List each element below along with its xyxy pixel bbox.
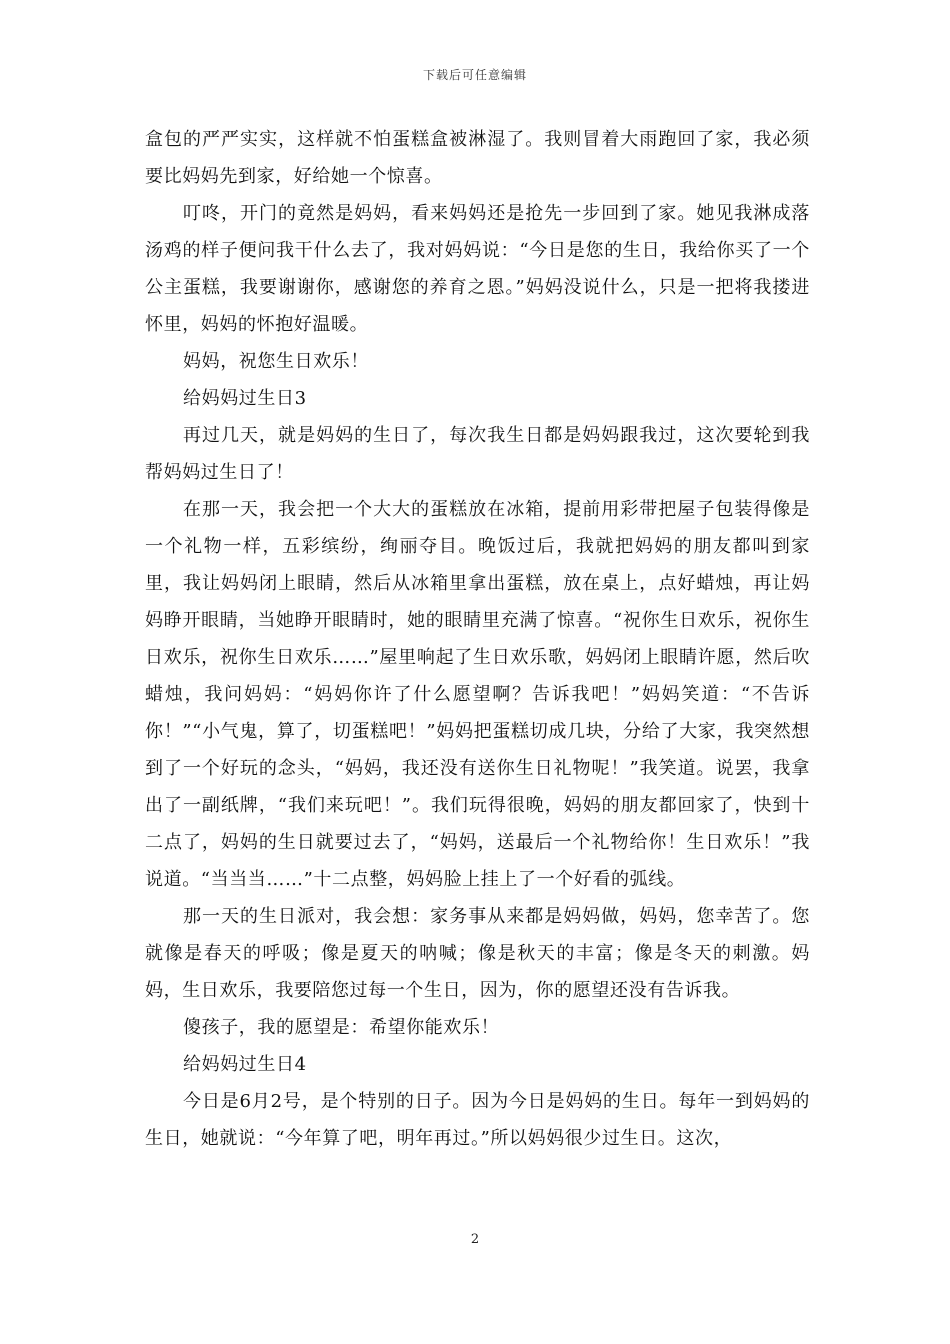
page-header: 下载后可任意编辑	[422, 68, 527, 82]
document-body	[145, 121, 810, 1157]
paragraph-mother-reply: 傻孩子，我的愿望是：希望你能欢乐！	[183, 1017, 500, 1038]
paragraph-intro-4: 今日是6月2号，是个特别的日子。因为今日是妈妈的生日。每年一到妈妈的生日，她就说：“今年算了吧，明年再过。”所以妈妈很少过生日。这次，	[145, 1091, 810, 1149]
paragraph-intro-3: 再过几天，就是妈妈的生日了，每次我生日都是妈妈跟我过，这次要轮到我帮妈妈过生日了！	[145, 425, 810, 483]
section-title-3: 给妈妈过生日3	[183, 388, 307, 409]
paragraph-continuation: 盒包的严严实实，这样就不怕蛋糕盒被淋湿了。我则冒着大雨跑回了家，我必须要比妈妈先到家，好给她一个惊喜。	[145, 129, 810, 187]
section-title-4: 给妈妈过生日4	[183, 1054, 307, 1075]
paragraph-birthday-wish: 妈妈，祝您生日欢乐！	[183, 351, 369, 372]
paragraph-doorbell: 叮咚，开门的竟然是妈妈，看来妈妈还是抢先一步回到了家。她见我淋成落汤鸡的样子便问我干什么去了，我对妈妈说：“今日是您的生日，我给你买了一个公主蛋糕，我要谢谢你，感谢您的养育之恩。”妈妈没说什么，只是一把将我搂进怀里，妈妈的怀抱好温暖。	[145, 203, 810, 335]
paragraph-party: 在那一天，我会把一个大大的蛋糕放在冰箱，提前用彩带把屋子包装得像是一个礼物一样，五彩缤纷，绚丽夺目。晚饭过后，我就把妈妈的朋友都叫到家里，我让妈妈闭上眼睛，然后从冰箱里拿出蛋糕，放在桌上，点好蜡烛，再让妈妈睁开眼睛，当她睁开眼睛时，她的眼睛里充满了惊喜。“祝你生日欢乐，祝你生日欢乐，祝你生日欢乐……”屋里响起了生日欢乐歌，妈妈闭上眼睛许愿，然后吹蜡烛，我问妈妈：“妈妈你许了什么愿望啊？告诉我吧！”妈妈笑道：“不告诉你！”“小气鬼，算了，切蛋糕吧！”妈妈把蛋糕切成几块，分给了大家，我突然想到了一个好玩的念头，“妈妈，我还没有送你生日礼物呢！”我笑道。说罢，我拿出了一副纸牌，“我们来玩吧！”。我们玩得很晚，妈妈的朋友都回家了，快到十二点了，妈妈的生日就要过去了，“妈妈，送最后一个礼物给你！生日欢乐！”我说道。“当当当……”十二点整，妈妈脸上挂上了一个好看的弧线。	[145, 499, 810, 890]
page-number: 2	[470, 1232, 480, 1247]
paragraph-reflection: 那一天的生日派对，我会想：家务事从来都是妈妈做，妈妈，您幸苦了。您就像是春天的呼吸；像是夏天的呐喊；像是秋天的丰富；像是冬天的刺激。妈妈，生日欢乐，我要陪您过每一个生日，因为，你的愿望还没有告诉我。	[145, 906, 810, 1001]
